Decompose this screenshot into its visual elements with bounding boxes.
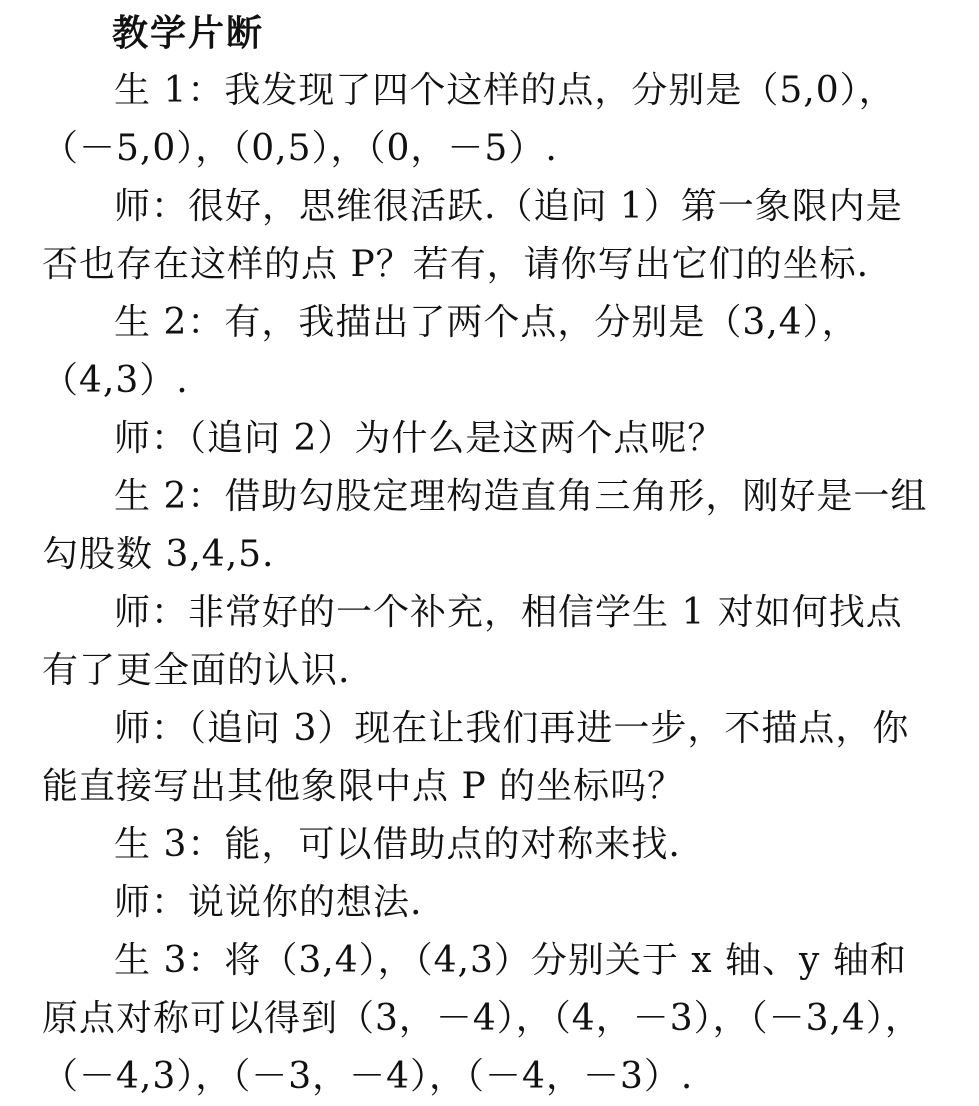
paragraph: 师：非常好的一个补充，相信学生 1 对如何找点有了更全面的认识.: [42, 592, 903, 691]
paragraph: 生 1：我发现了四个这样的点，分别是（5,0），（－5,0），（0,5），（0，－5）.: [42, 70, 896, 169]
paragraph: 师：说说你的想法.: [114, 882, 423, 923]
paragraph: 师：（追问 3）现在让我们再进一步，不描点，你能直接写出其他象限中点 P 的坐标吗？: [42, 708, 910, 807]
paragraph: 生 3：能，可以借助点的对称来找.: [114, 824, 681, 865]
paragraph: 生 2：借助勾股定理构造直角三角形，刚好是一组勾股数 3,4,5.: [42, 476, 928, 575]
paragraph: 师：（追问 2）为什么是这两个点呢？: [114, 418, 725, 459]
paragraph: 生 3：将（3,4），（4,3）分别关于 x 轴、y 轴和原点对称可以得到（3，－4），（4，－3），（－3,4），（－4,3），（－3，－4），（－4，－3）.: [42, 940, 922, 1097]
document-body: [42, 8, 932, 1106]
paragraph: 师：很好，思维很活跃.（追问 1）第一象限内是否也存在这样的点 P？若有，请你写出它们的坐标.: [42, 186, 903, 285]
section-heading: 教学片断: [112, 13, 265, 54]
paragraph: 生 2：有，我描出了两个点，分别是（3,4），（4,3）.: [42, 302, 859, 401]
